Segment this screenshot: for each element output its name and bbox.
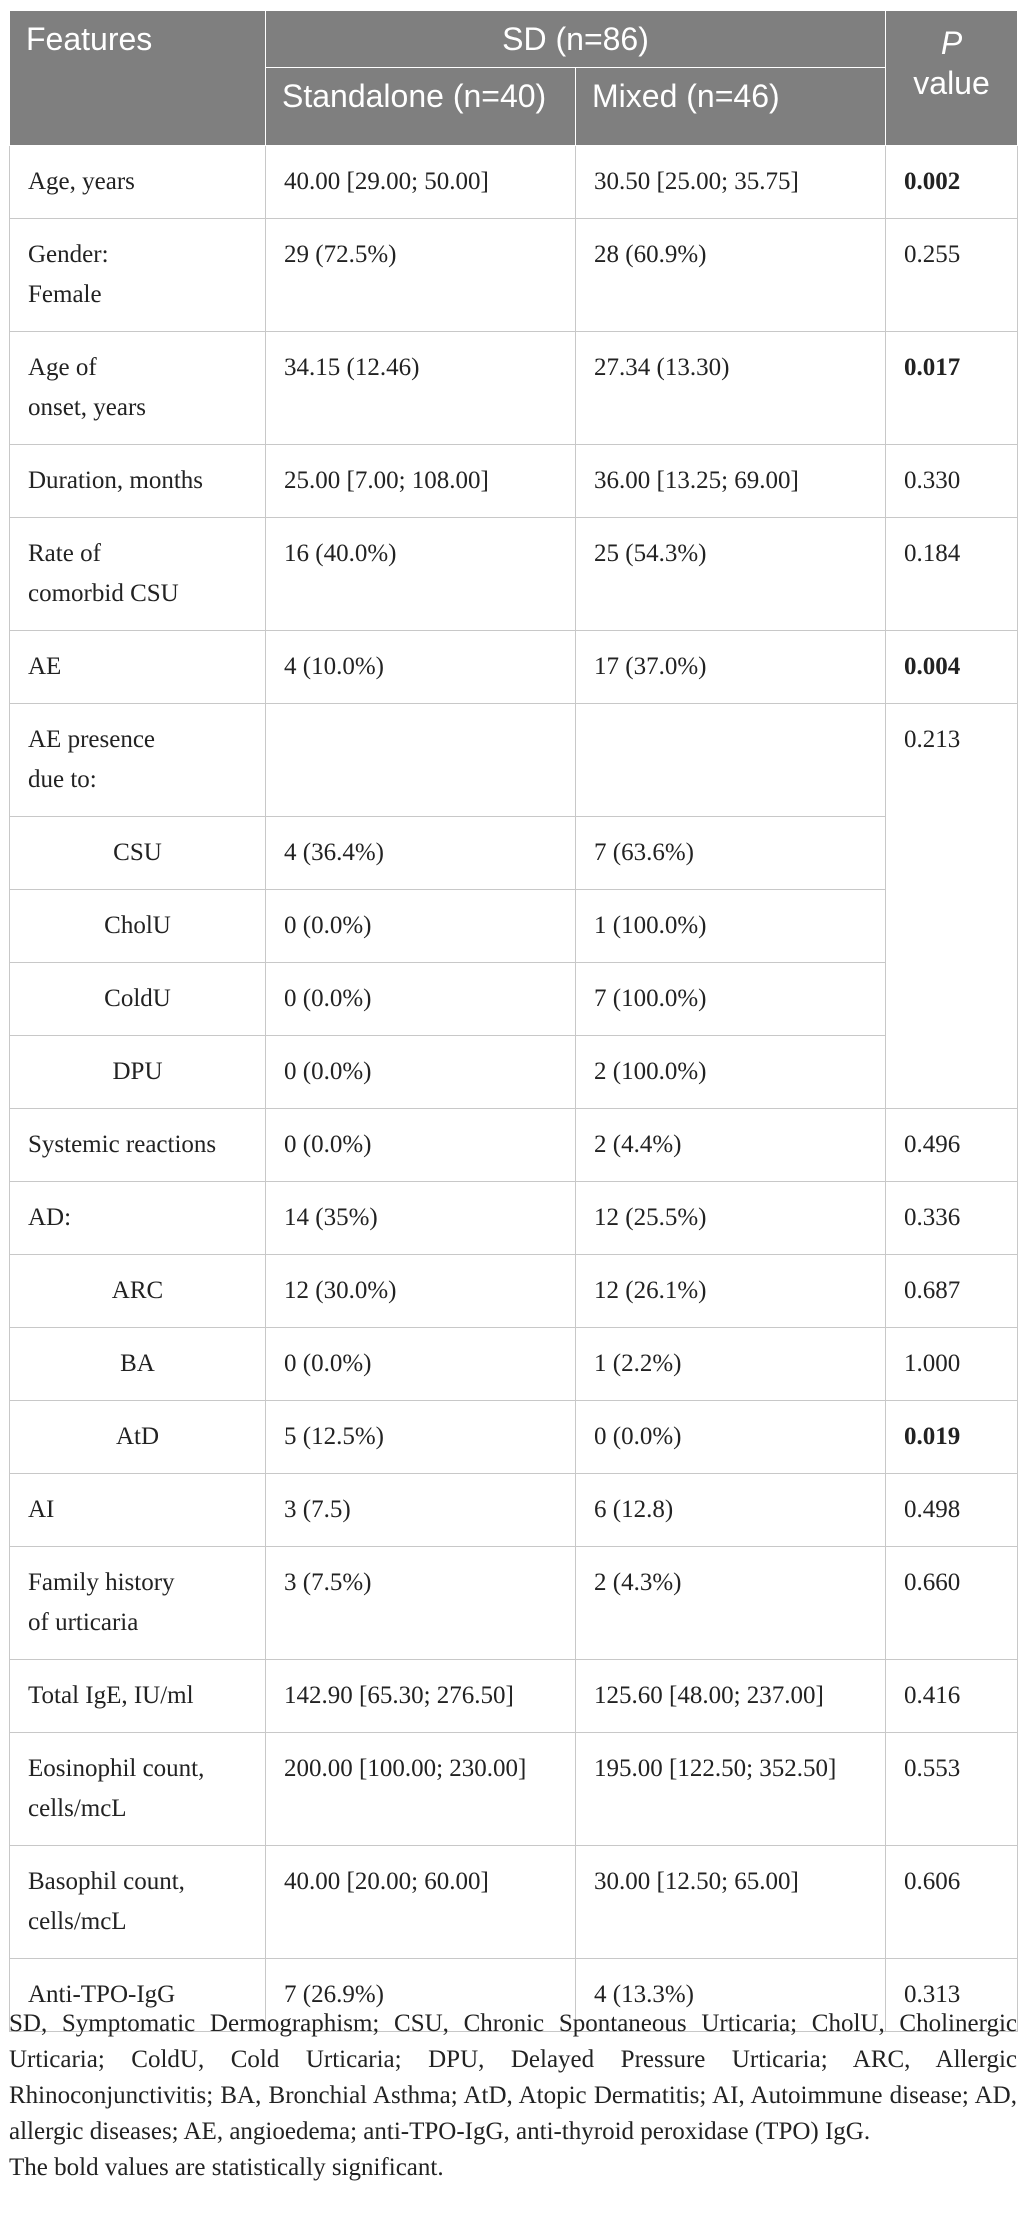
- table-row: [10, 1109, 1018, 1182]
- standalone-cell: 0 (0.0%): [266, 963, 576, 1036]
- table-row: [10, 1846, 1018, 1959]
- standalone-cell: 200.00 [100.00; 230.00]: [266, 1733, 576, 1846]
- standalone-cell: 25.00 [7.00; 108.00]: [266, 445, 576, 518]
- table-row: [10, 631, 1018, 704]
- mixed-cell: 36.00 [13.25; 69.00]: [576, 445, 886, 518]
- p-value-cell: 0.553: [886, 1733, 1018, 1846]
- feature-cell: CholU: [10, 890, 266, 963]
- mixed-cell: 6 (12.8): [576, 1474, 886, 1547]
- table-row: [10, 963, 1018, 1036]
- feature-cell: Age, years: [10, 146, 266, 219]
- table-header: [10, 11, 1018, 146]
- mixed-cell: [576, 704, 886, 817]
- feature-cell: ColdU: [10, 963, 266, 1036]
- footnote-abbreviations: SD, Symptomatic Dermographism; CSU, Chronic Spontaneous Urticaria; CholU, Cholinergic Urticaria; ColdU, Cold Urticaria; DPU, Delayed Pressure Urticaria; ARC, Allergic Rhinoconjunctivitis; BA, Bronchial Asthma; AtD, Atopic Dermatitis; AI, Autoimmune disease; AD, allergic diseases; AE, angioedema; anti-TPO-IgG, anti-thyroid peroxidase (TPO) IgG.: [9, 2010, 1017, 2145]
- p-value-cell: 0.606: [886, 1846, 1018, 1959]
- p-value-cell: 0.002: [886, 146, 1018, 219]
- feature-cell: Eosinophil count, cells/mcL: [10, 1733, 266, 1846]
- standalone-cell: 4 (10.0%): [266, 631, 576, 704]
- p-value-cell: 0.496: [886, 1109, 1018, 1182]
- mixed-cell: 27.34 (13.30): [576, 332, 886, 445]
- feature-cell: AI: [10, 1474, 266, 1547]
- p-value-cell: 0.017: [886, 332, 1018, 445]
- p-value-cell: 0.687: [886, 1255, 1018, 1328]
- standalone-cell: 0 (0.0%): [266, 890, 576, 963]
- feature-cell: Total IgE, IU/ml: [10, 1660, 266, 1733]
- table-row: [10, 1328, 1018, 1401]
- standalone-cell: 3 (7.5): [266, 1474, 576, 1547]
- feature-cell: Anti-TPO-IgG: [10, 1959, 266, 2032]
- standalone-cell: 34.15 (12.46): [266, 332, 576, 445]
- header-p-rest: value: [913, 65, 990, 101]
- table-row: [10, 445, 1018, 518]
- p-value-cell: 0.255: [886, 219, 1018, 332]
- table-row: [10, 1255, 1018, 1328]
- p-value-cell: 0.184: [886, 518, 1018, 631]
- p-value-cell: 0.498: [886, 1474, 1018, 1547]
- feature-cell: AD:: [10, 1182, 266, 1255]
- data-table: [9, 10, 1018, 2032]
- table-row: [10, 219, 1018, 332]
- mixed-cell: 17 (37.0%): [576, 631, 886, 704]
- table-wrapper: [9, 10, 1017, 2032]
- table-row: [10, 1401, 1018, 1474]
- mixed-cell: 25 (54.3%): [576, 518, 886, 631]
- header-sd: SD (n=86): [266, 11, 886, 68]
- standalone-cell: 7 (26.9%): [266, 1959, 576, 2032]
- table-row: [10, 1660, 1018, 1733]
- p-value-cell: 0.336: [886, 1182, 1018, 1255]
- mixed-cell: 12 (26.1%): [576, 1255, 886, 1328]
- feature-cell: DPU: [10, 1036, 266, 1109]
- p-value-cell: 0.330: [886, 445, 1018, 518]
- standalone-cell: 16 (40.0%): [266, 518, 576, 631]
- feature-cell: Basophil count, cells/mcL: [10, 1846, 266, 1959]
- standalone-cell: 142.90 [65.30; 276.50]: [266, 1660, 576, 1733]
- feature-cell: AE: [10, 631, 266, 704]
- standalone-cell: 12 (30.0%): [266, 1255, 576, 1328]
- feature-cell: AtD: [10, 1401, 266, 1474]
- feature-cell: Duration, months: [10, 445, 266, 518]
- feature-cell: ARC: [10, 1255, 266, 1328]
- header-p-italic: P: [940, 25, 963, 61]
- table-row: [10, 518, 1018, 631]
- feature-cell: Family history of urticaria: [10, 1547, 266, 1660]
- standalone-cell: 3 (7.5%): [266, 1547, 576, 1660]
- footnote-bold-note: The bold values are statistically significant.: [9, 2154, 444, 2181]
- feature-cell: AE presence due to:: [10, 704, 266, 817]
- standalone-cell: 4 (36.4%): [266, 817, 576, 890]
- standalone-cell: 5 (12.5%): [266, 1401, 576, 1474]
- mixed-cell: 4 (13.3%): [576, 1959, 886, 2032]
- feature-cell: CSU: [10, 817, 266, 890]
- mixed-cell: 30.50 [25.00; 35.75]: [576, 146, 886, 219]
- header-features: Features: [10, 11, 266, 146]
- mixed-cell: 12 (25.5%): [576, 1182, 886, 1255]
- mixed-cell: 1 (2.2%): [576, 1328, 886, 1401]
- p-value-cell: 0.019: [886, 1401, 1018, 1474]
- p-value-cell: 1.000: [886, 1328, 1018, 1401]
- standalone-cell: 0 (0.0%): [266, 1328, 576, 1401]
- table-row: [10, 890, 1018, 963]
- feature-cell: BA: [10, 1328, 266, 1401]
- table-body: [10, 146, 1018, 2032]
- standalone-cell: 29 (72.5%): [266, 219, 576, 332]
- table-row: [10, 1547, 1018, 1660]
- standalone-cell: 14 (35%): [266, 1182, 576, 1255]
- standalone-cell: 0 (0.0%): [266, 1036, 576, 1109]
- mixed-cell: 28 (60.9%): [576, 219, 886, 332]
- header-standalone: Standalone (n=40): [266, 68, 576, 146]
- table-row: [10, 1733, 1018, 1846]
- table-row: [10, 1036, 1018, 1109]
- p-value-cell: 0.313: [886, 1959, 1018, 2032]
- mixed-cell: 1 (100.0%): [576, 890, 886, 963]
- mixed-cell: 195.00 [122.50; 352.50]: [576, 1733, 886, 1846]
- header-mixed: Mixed (n=46): [576, 68, 886, 146]
- table-row: [10, 332, 1018, 445]
- p-value-cell: 0.416: [886, 1660, 1018, 1733]
- standalone-cell: 40.00 [20.00; 60.00]: [266, 1846, 576, 1959]
- mixed-cell: 2 (4.4%): [576, 1109, 886, 1182]
- standalone-cell: 0 (0.0%): [266, 1109, 576, 1182]
- feature-cell: Age of onset, years: [10, 332, 266, 445]
- mixed-cell: 2 (4.3%): [576, 1547, 886, 1660]
- standalone-cell: [266, 704, 576, 817]
- mixed-cell: 7 (63.6%): [576, 817, 886, 890]
- feature-cell: Gender: Female: [10, 219, 266, 332]
- mixed-cell: 0 (0.0%): [576, 1401, 886, 1474]
- table-row: [10, 1474, 1018, 1547]
- p-value-cell: 0.660: [886, 1547, 1018, 1660]
- p-value-cell: 0.004: [886, 631, 1018, 704]
- feature-cell: Rate of comorbid CSU: [10, 518, 266, 631]
- mixed-cell: 125.60 [48.00; 237.00]: [576, 1660, 886, 1733]
- feature-cell: Systemic reactions: [10, 1109, 266, 1182]
- table-row: [10, 817, 1018, 890]
- table-row: [10, 146, 1018, 219]
- table-row: [10, 704, 1018, 817]
- standalone-cell: 40.00 [29.00; 50.00]: [266, 146, 576, 219]
- table-footnote: [9, 2006, 1017, 2186]
- table-row: [10, 1182, 1018, 1255]
- mixed-cell: 2 (100.0%): [576, 1036, 886, 1109]
- mixed-cell: 30.00 [12.50; 65.00]: [576, 1846, 886, 1959]
- p-value-cell: 0.213: [886, 704, 1018, 1109]
- header-p-value: [886, 11, 1018, 146]
- mixed-cell: 7 (100.0%): [576, 963, 886, 1036]
